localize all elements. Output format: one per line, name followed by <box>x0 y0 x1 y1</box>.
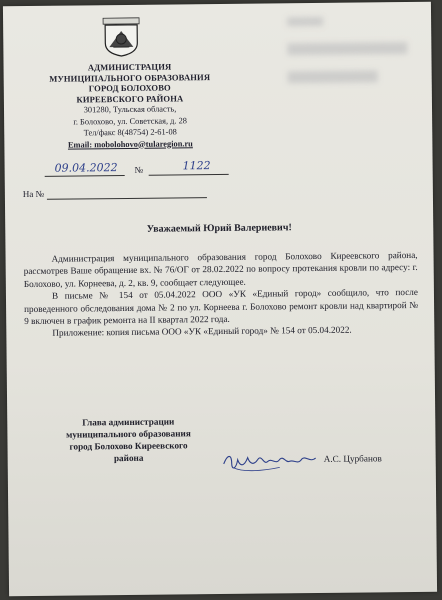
signer-name: А.С. Цурбанов <box>323 453 382 464</box>
redacted-recipient-line-2 <box>287 42 407 55</box>
coat-of-arms-icon <box>99 17 143 57</box>
address-line: 301280, Тульская область, <box>83 104 177 115</box>
title-line: района <box>113 452 144 464</box>
reference-underline <box>47 197 207 200</box>
letter-body <box>24 249 419 340</box>
email-line: Email: mobolohovo@tularegion.ru <box>67 138 193 150</box>
redacted-recipient-line-1 <box>287 17 323 26</box>
handwritten-number: 1122 <box>182 159 211 173</box>
letter-sheet <box>3 2 437 596</box>
number-underline <box>149 174 229 176</box>
number-label: № <box>134 164 144 175</box>
sender-header <box>44 61 217 150</box>
title-line: город Болохово Киреевского <box>69 440 188 452</box>
title-line: муниципального образования <box>65 428 191 440</box>
body-paragraph: В письме № 154 от 05.04.2022 ООО «УК «Единый город» сообщило, что после проведенного обследования дома № 2 по ул. Корнеева г. Болохово ремонт кровли над квартирой № 9 включен в график ремонта на II квартал 2022 года. <box>24 287 419 327</box>
reference-line <box>23 187 243 199</box>
body-paragraph: Администрация муниципального образования город Болохово Киреевского района, рассмотрев Ваше обращение вх. № 76/ОГ от 28.02.2022 по вопросу протекания кровли по адресу: г. Болохово, ул. Корнеева, д. 2, кв. 9, сообщает следующее. <box>23 249 418 289</box>
outgoing-date-number <box>45 159 245 182</box>
handwritten-date: 09.04.2022 <box>54 161 118 175</box>
salutation: Уважаемый Юрий Валериевич! <box>146 222 292 235</box>
handwritten-signature <box>220 449 330 476</box>
phone-line: Тел/факс 8(48754) 2-61-08 <box>83 127 177 138</box>
reference-label: На № <box>22 188 45 200</box>
org-name-line: МУНИЦИПАЛЬНОГО ОБРАЗОВАНИЯ <box>49 71 211 84</box>
attachment-note: Приложение: копия письма ООО «УК «Единый город» № 154 от 05.04.2022. <box>52 325 352 339</box>
date-underline <box>45 175 125 177</box>
org-name-line: ГОРОД БОЛОХОВО <box>88 82 171 94</box>
address-line: г. Болохово, ул. Советская, д. 28 <box>73 115 187 127</box>
org-name-line: КИРЕЕВСКОГО РАЙОНА <box>76 92 184 104</box>
org-name-line: АДМИНИСТРАЦИЯ <box>87 61 172 73</box>
title-line: Глава администрации <box>82 416 175 428</box>
redacted-recipient-line-3 <box>288 70 378 83</box>
signatory-title <box>43 415 213 465</box>
